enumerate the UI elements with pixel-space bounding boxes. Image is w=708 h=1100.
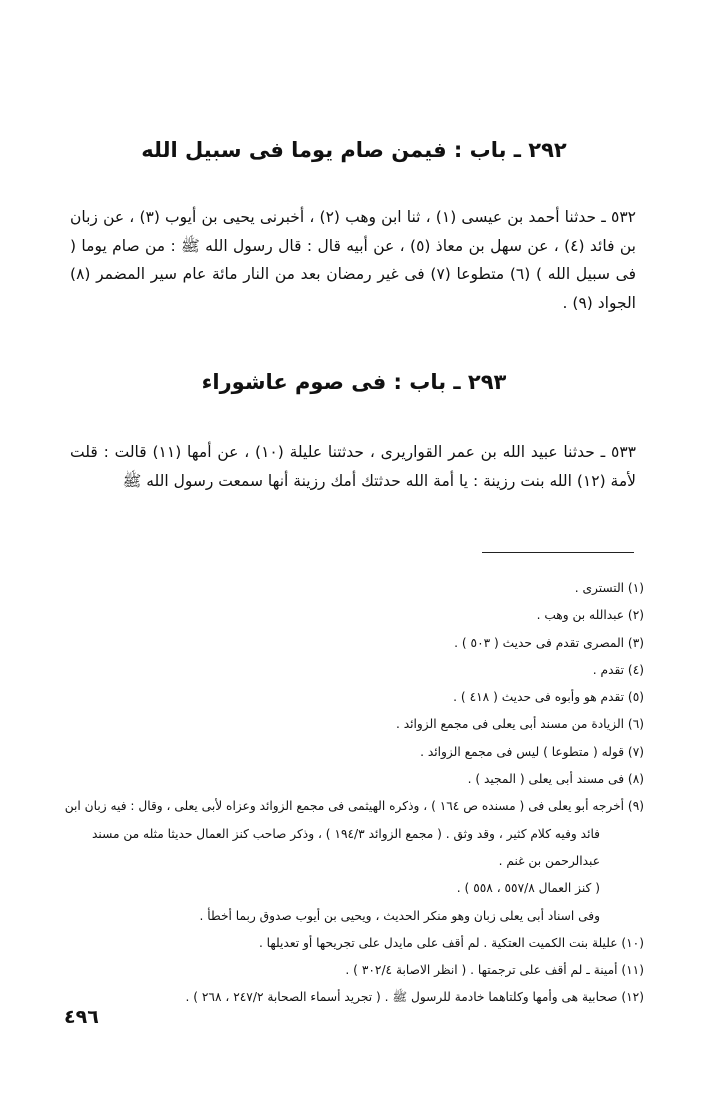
hadith-532-paragraph: ٥٣٢ ـ حدثنا أحمد بن عيسى (١) ، ثنا ابن وهب (٢) ، أخبرنى يحيى بن أيوب (٣) ، عن زبان بن فائد (٤) ، عن سهل بن معاذ (٥) ، عن أبيه قال : قال رسول الله ﷺ : من صام يوما ( فى سبيل الله ) (٦) متطوعا (٧) فى غير رمضان بعد من النار مائة عام سير المضمر (٨) الجواد (٩) . (70, 208, 636, 312)
footnote-3: (٣) المصرى تقدم فى حديث ( ٥٠٣ ) . (454, 635, 644, 650)
footnote-10: (١٠) عليلة بنت الكميت العتكية . لم أقف على مايدل على تجريحها أو تعديلها . (258, 935, 644, 950)
footnote-11: (١١) أمينة ـ لم أقف على ترجمتها . ( انظر الاصابة ٣٠٢/٤ ) . (345, 963, 644, 978)
footnote-9-line-5: وفى اسناد أبى يعلى زبان وهو منكر الحديث ، ويحيى بن أيوب صدوق ربما أخطأ . (199, 908, 600, 923)
footnote-12: (١٢) صحابية هى وأمها وكلتاهما خادمة للرسول ﷺ . ( تجريد أسماء الصحابة ٢٤٧/٢ ، ٢٦٨ ) . (185, 990, 644, 1005)
footnotes (62, 575, 644, 1012)
chapter-heading-292: ٢٩٢ ـ باب : فيمن صام يوما فى سبيل الله (141, 138, 567, 162)
footnote-9-line-4: ( كنز العمال ٥٥٧/٨ ، ٥٥٨ ) . (456, 881, 600, 896)
chapter-heading-293: ٢٩٣ ـ باب : فى صوم عاشوراء (201, 370, 507, 394)
footnote-1: (١) التسترى . (574, 581, 644, 595)
page-number: ٤٩٦ (64, 1006, 99, 1028)
footnote-9: (٩) أخرجه أبو يعلى فى ( مسنده ص ١٦٤ ) ، وذكره الهيثمى فى مجمع الزوائد وعزاه لأبى يعلى ، وقال : فيه زبان ابن (64, 799, 644, 814)
footnote-separator (482, 552, 634, 553)
footnote-9-line-3: عبدالرحمن بن غنم . (498, 853, 600, 868)
footnote-7: (٧) قوله ( متطوعا ) ليس فى مجمع الزوائد . (420, 744, 644, 759)
footnote-2: (٢) عبدالله بن وهب . (536, 608, 644, 623)
footnote-9-line-2: فائد وفيه كلام كثير ، وقد وثق . ( مجمع الزوائد ١٩٤/٣ ) ، وذكر صاحب كنز العمال حديثا مثله من مسند (92, 826, 600, 841)
footnote-8: (٨) فى مسند أبى يعلى ( المجيد ) . (467, 772, 644, 787)
footnote-5: (٥) تقدم هو وأبوه فى حديث ( ٤١٨ ) . (453, 690, 644, 705)
hadith-533-paragraph: ٥٣٣ ـ حدثنا عبيد الله بن عمر القواريرى ، حدثتنا عليلة (١٠) ، عن أمها (١١) قالت : قلت لأمة (١٢) الله بنت رزينة : يا أمة الله حدثتك أمك رزينة أنها سمعت رسول الله ﷺ (70, 443, 637, 490)
footnote-4: (٤) تقدم . (592, 662, 644, 677)
footnote-6: (٦) الزيادة من مسند أبى يعلى فى مجمع الزوائد . (395, 717, 644, 732)
